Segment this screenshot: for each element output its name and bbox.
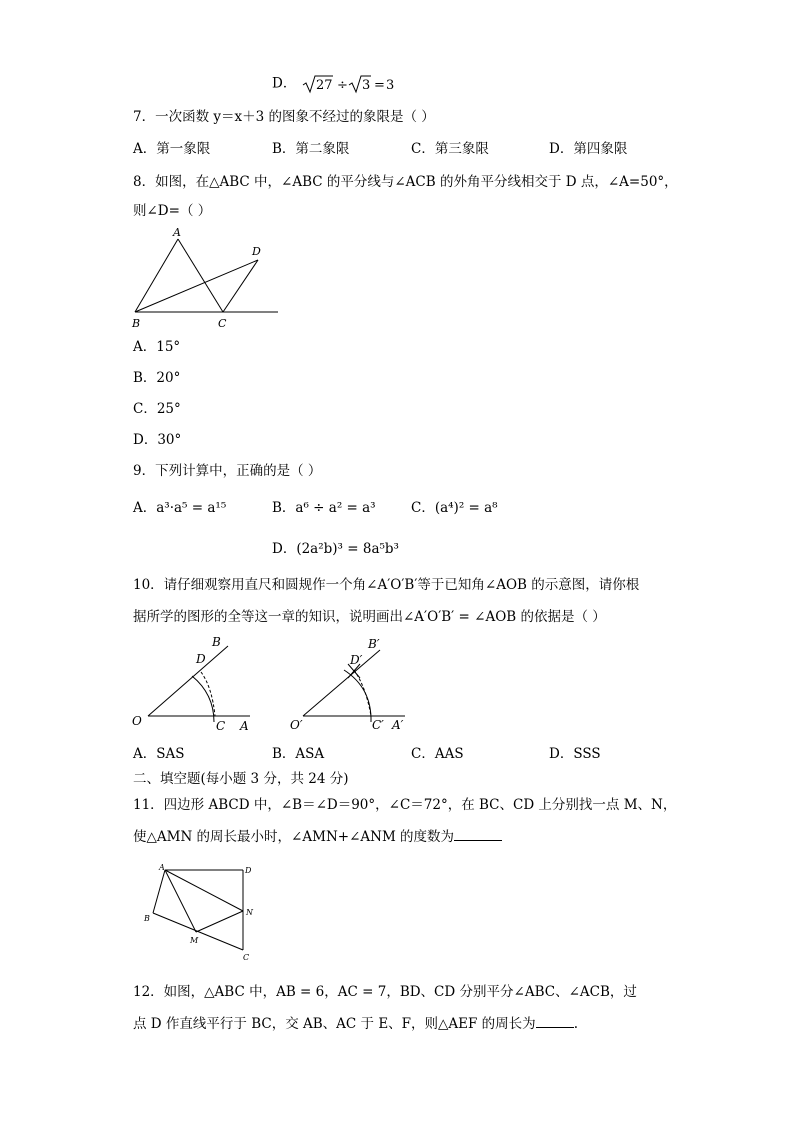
q10-stem-line1: 10．请仔细观察用直尺和圆规作一个角∠A′O′B′等于已知角∠AOB 的示意图，请你根 xyxy=(133,577,640,593)
q11-label-d: D xyxy=(245,866,252,875)
q6-option-d-formula xyxy=(301,73,397,95)
q10-option-d[interactable]: D．SSS xyxy=(549,746,601,762)
q10-f2-label-c: C′ xyxy=(372,718,384,732)
q8-option-c[interactable]: C．25° xyxy=(133,401,181,417)
svg-text:=: = xyxy=(373,78,385,93)
q10-stem-line2: 据所学的图形的全等这一章的知识，说明画出∠A′O′B′ = ∠AOB 的依据是（ ） xyxy=(133,609,606,625)
q10-option-c[interactable]: C．AAS xyxy=(411,746,464,762)
q11-stem-line1: 11．四边形 ABCD 中，∠B＝∠D＝90°，∠C＝72°，在 BC、CD 上分别找一点 M、N， xyxy=(133,797,677,813)
section-2-title: 二、填空题(每小题 3 分，共 24 分) xyxy=(133,771,349,787)
q11-answer-blank[interactable] xyxy=(454,828,502,841)
q8-stem-line2: 则∠D=（ ） xyxy=(133,203,212,219)
q7-option-d[interactable]: D．第四象限 xyxy=(549,141,628,157)
q11-label-b: B xyxy=(144,914,150,923)
q8-label-b: B xyxy=(132,317,141,330)
q10-f1-label-b: B xyxy=(212,635,221,649)
q8-option-d[interactable]: D．30° xyxy=(133,432,182,448)
q9-option-d[interactable]: D．(2a²b)³ = 8a⁵b³ xyxy=(272,541,399,557)
q12-answer-blank[interactable] xyxy=(536,1015,574,1028)
q11-label-m: M xyxy=(190,936,199,945)
q10-f2-label-b: B′ xyxy=(368,637,380,651)
q8-side-ab xyxy=(135,239,178,312)
q12-stem-end: . xyxy=(573,1016,578,1032)
svg-text:÷: ÷ xyxy=(336,78,348,93)
q10-f1-label-a: A xyxy=(240,719,249,733)
q10-figures xyxy=(128,632,418,737)
q8-label-d: D xyxy=(252,245,261,258)
q12-stem-line2-text: 点 D 作直线平行于 BC，交 AB、AC 于 E、F，则△AEF 的周长为 xyxy=(133,1016,536,1032)
q10-f1-label-o: O xyxy=(132,714,142,728)
q7-option-a[interactable]: A．第一象限 xyxy=(133,141,211,157)
svg-text:3: 3 xyxy=(385,78,394,93)
q8-option-b[interactable]: B．20° xyxy=(133,370,181,386)
q8-side-ac xyxy=(178,239,223,312)
q10-option-b[interactable]: B．ASA xyxy=(272,746,325,762)
q11-label-c: C xyxy=(243,953,250,962)
q7-option-c[interactable]: C．第三象限 xyxy=(411,141,489,157)
q10-figure-2 xyxy=(290,637,405,732)
q10-arc-1 xyxy=(192,676,214,722)
q11-label-a: A xyxy=(159,863,165,872)
q9-option-c[interactable]: C．(a⁴)² = a⁸ xyxy=(411,500,498,516)
q10-option-a[interactable]: A．SAS xyxy=(133,746,185,762)
q10-f2-label-d: D′ xyxy=(350,653,363,667)
q11-stem-line2 xyxy=(133,828,502,846)
q7-stem: 7．一次函数 y＝x＋3 的图象不经过的象限是（ ） xyxy=(133,109,435,125)
q8-label-a: A xyxy=(173,226,181,239)
q12-stem-line1: 12．如图，△ABC 中，AB = 6，AC = 7，BD、CD 分别平分∠ABC、∠ACB，过 xyxy=(133,984,637,1000)
q9-option-a[interactable]: A．a³·a⁵ = a¹⁵ xyxy=(133,500,227,516)
q10-f2-label-o: O′ xyxy=(290,718,303,732)
q8-label-c: C xyxy=(218,317,227,330)
q11-label-n: N xyxy=(246,908,253,917)
q9-stem: 9．下列计算中，正确的是（ ） xyxy=(133,463,322,479)
svg-text:3: 3 xyxy=(361,78,370,93)
q12-stem-line2 xyxy=(133,1015,578,1033)
q10-figure-1 xyxy=(132,635,250,733)
q7-option-b[interactable]: B．第二象限 xyxy=(272,141,350,157)
q10-dashed-chord-2 xyxy=(354,670,371,716)
q6-option-d-label: D． xyxy=(272,75,297,92)
q9-option-b[interactable]: B．a⁶ ÷ a² = a³ xyxy=(272,500,376,516)
q8-stem-line1: 8．如图，在△ABC 中，∠ABC 的平分线与∠ACB 的外角平分线相交于 D 点，∠A=50°， xyxy=(133,174,678,190)
q11-figure xyxy=(140,860,260,965)
q6-option-d xyxy=(272,73,397,95)
q8-bisector-bd xyxy=(135,260,258,312)
q11-stem-line2-text: 使△AMN 的周长最小时，∠AMN+∠ANM 的度数为 xyxy=(133,829,455,845)
q8-figure xyxy=(128,222,283,334)
q10-f2-label-a: A′ xyxy=(392,718,404,732)
q10-f1-label-d: D xyxy=(196,652,206,666)
svg-text:27: 27 xyxy=(315,78,333,93)
q8-option-a[interactable]: A．15° xyxy=(133,339,181,355)
q10-f1-label-c: C xyxy=(216,719,226,733)
